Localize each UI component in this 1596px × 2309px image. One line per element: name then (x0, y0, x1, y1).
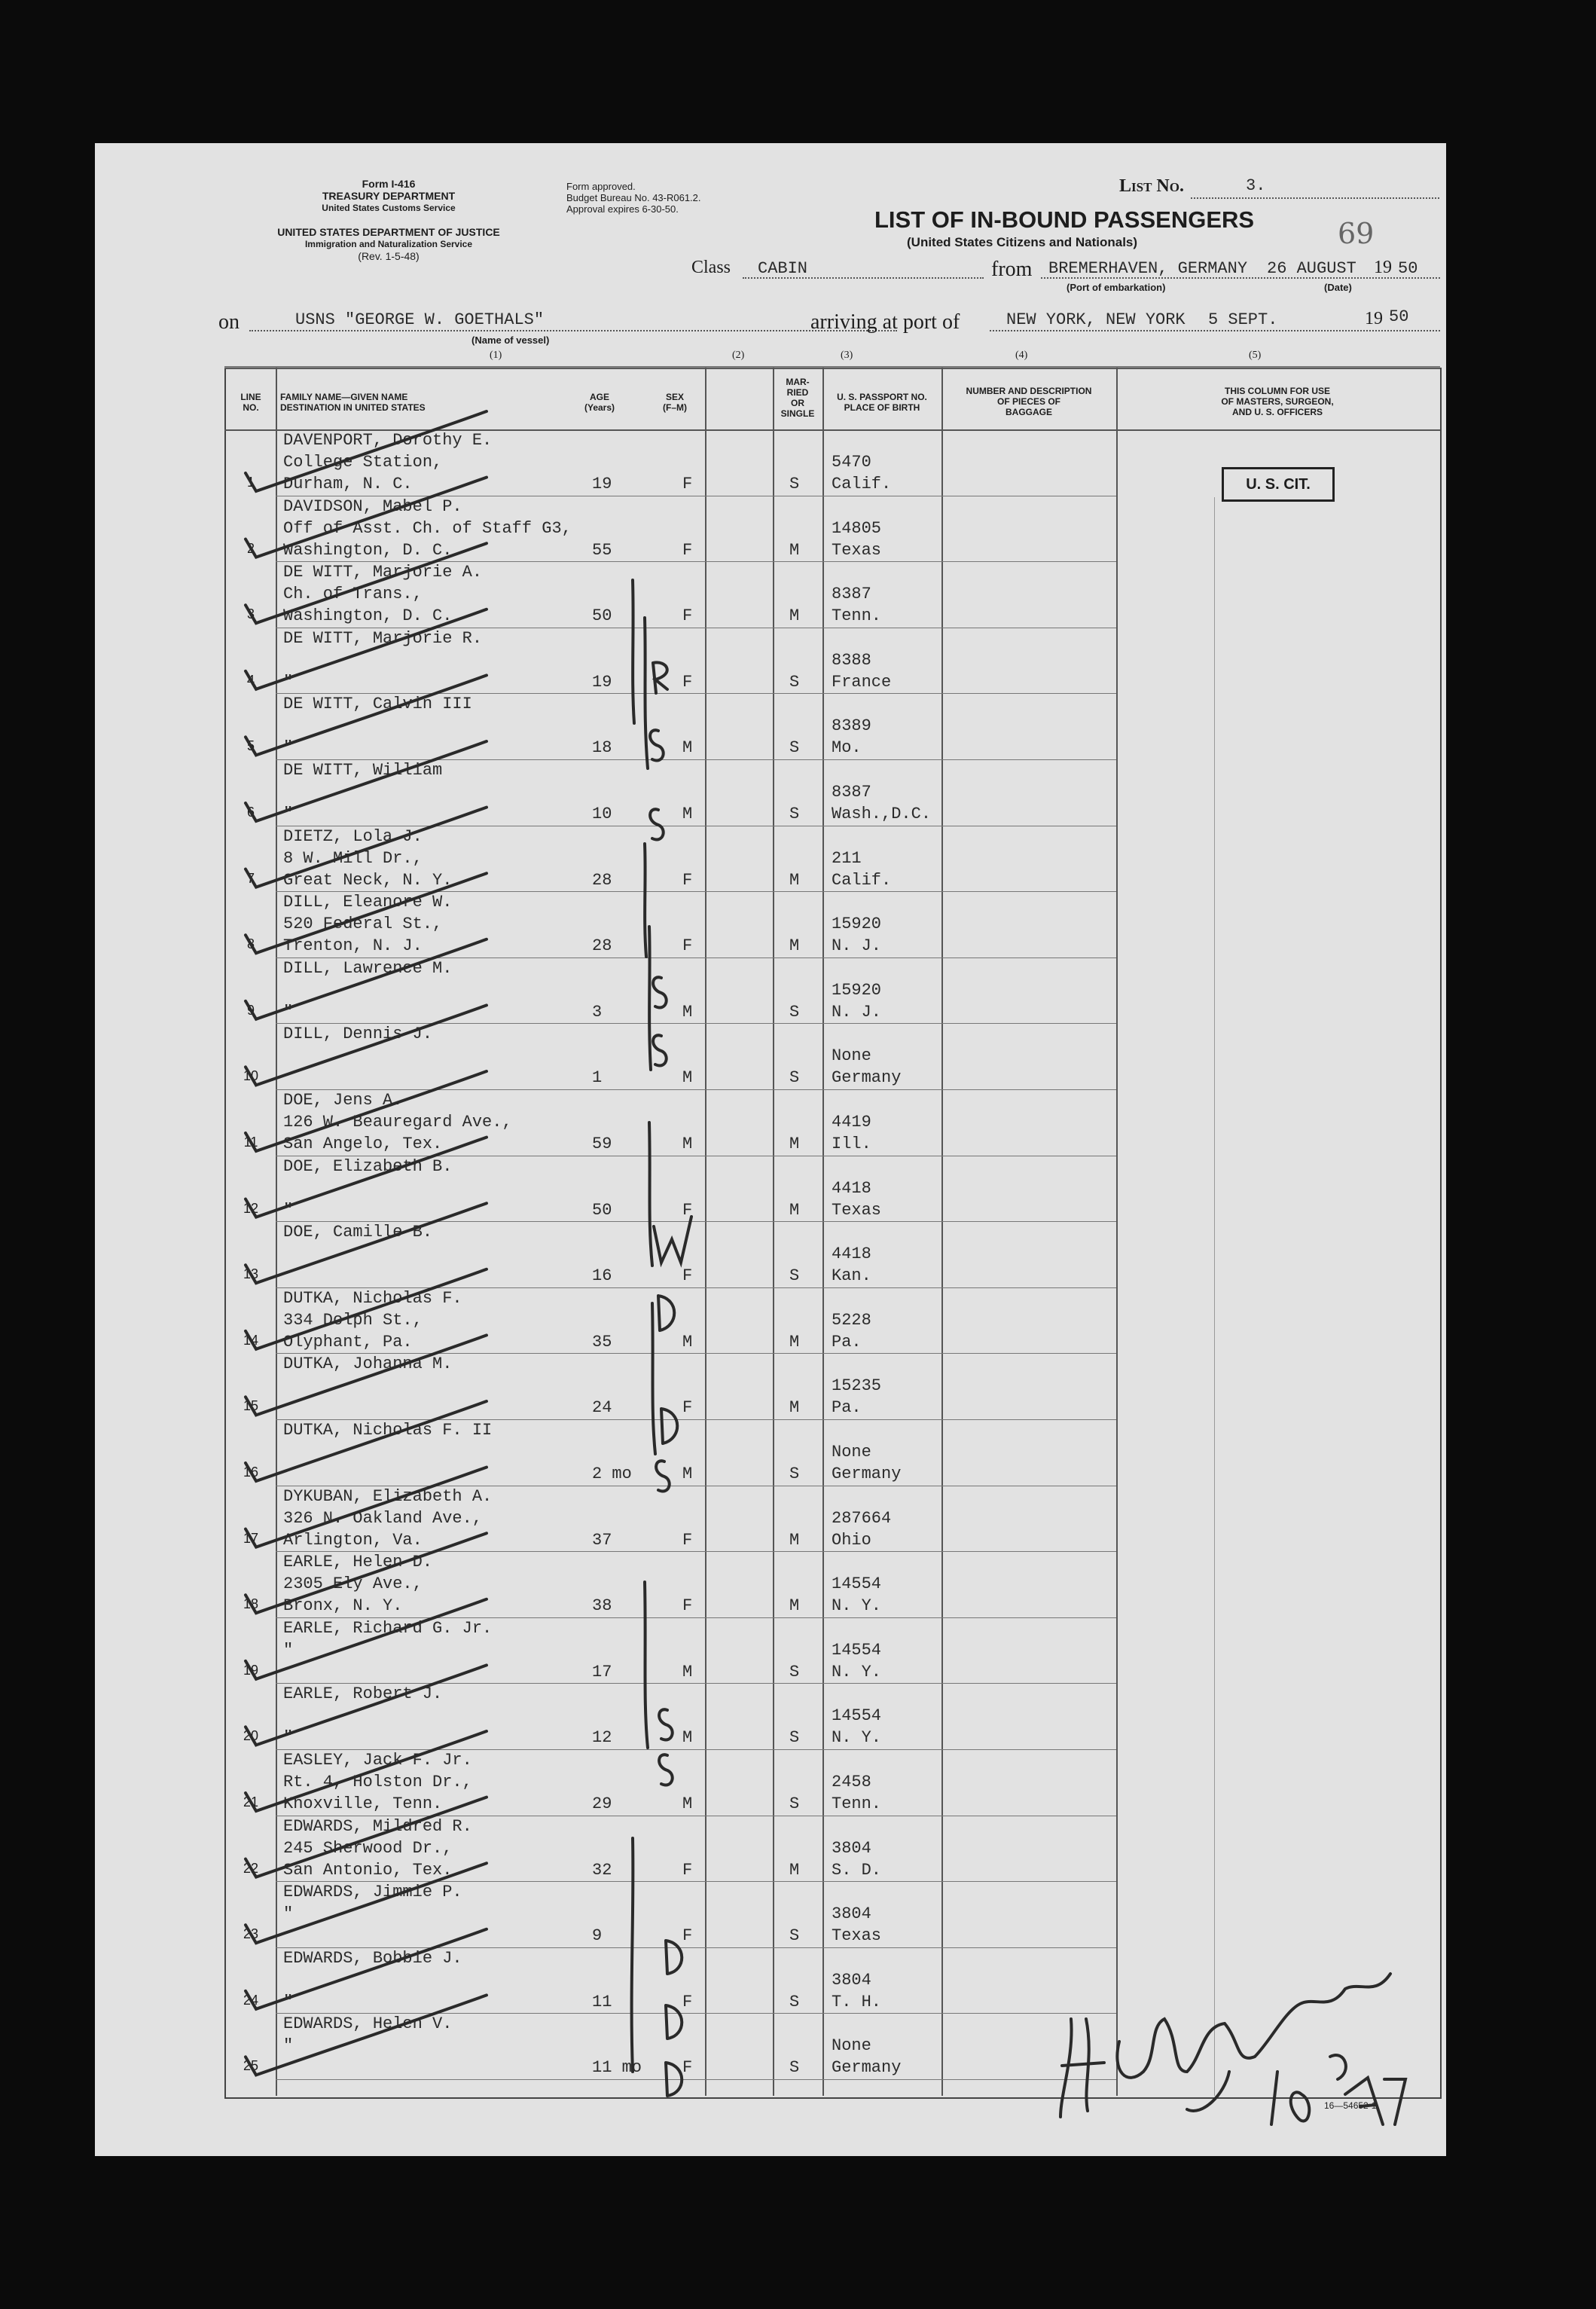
place-of-birth: T. H. (832, 1992, 882, 2011)
vessel-caption: (Name of vessel) (471, 334, 550, 346)
sex: F (682, 1200, 693, 1220)
on-label: on (218, 310, 240, 334)
line-number: 23 (243, 1926, 259, 1942)
marital-status: S (789, 1266, 800, 1286)
place-of-birth: Tenn. (832, 1794, 882, 1813)
age: 29 (592, 1794, 612, 1813)
passport-number: 4418 (832, 1178, 871, 1198)
name: EDWARDS, Jimmie P. (283, 1883, 462, 1902)
table-row (95, 1287, 1446, 1354)
passport-number: 14554 (832, 1640, 882, 1660)
passport-number: 8387 (832, 783, 871, 802)
place-of-birth: N. Y. (832, 1728, 882, 1748)
place-of-birth: Texas (832, 1200, 882, 1220)
sex: F (682, 540, 693, 560)
table-row (95, 1089, 1446, 1156)
sex: M (682, 1728, 693, 1748)
address-line: 2305 Ely Ave., (283, 1574, 423, 1594)
marital-status: S (789, 1926, 800, 1946)
col-header-married: MAR- RIED OR SINGLE (780, 377, 815, 419)
table-row (95, 1156, 1446, 1222)
page-number: 69 (1338, 217, 1375, 250)
approval-1: Form approved. (566, 181, 636, 192)
passport-number: 15920 (832, 915, 882, 934)
sex: F (682, 2058, 693, 2078)
age: 19 (592, 475, 612, 493)
name: DAVIDSON, Mabel P. (283, 496, 462, 516)
sex: F (682, 606, 693, 626)
name: EARLE, Helen D. (283, 1553, 433, 1572)
table-row (95, 1023, 1446, 1089)
place-of-birth: Germany (832, 1465, 902, 1483)
line-number: 6 (246, 805, 255, 820)
passport-number: 2458 (832, 1773, 871, 1791)
place-of-birth: Tenn. (832, 606, 882, 626)
age: 16 (592, 1266, 612, 1286)
class-label: Class (691, 258, 731, 277)
marital-status: M (789, 1596, 800, 1616)
passport-number: 4419 (832, 1113, 871, 1132)
date-caption: (Date) (1324, 282, 1352, 293)
address-line: 520 Federal St., (283, 915, 443, 934)
table-row (95, 1221, 1446, 1287)
approval-3: Approval expires 6-30-50. (566, 203, 679, 215)
address-line: Off of Asst. Ch. of Staff G3, (283, 518, 572, 538)
table-row (95, 891, 1446, 958)
line-number: 24 (243, 1992, 259, 2008)
place-of-birth: Germany (832, 2058, 902, 2078)
address-city: Arlington, Va. (283, 1530, 423, 1550)
address-city: " (283, 805, 294, 823)
name: DE WITT, Calvin III (283, 695, 472, 714)
table-row (95, 958, 1446, 1024)
place-of-birth: Wash.,D.C. (832, 805, 932, 823)
line-number: 21 (243, 1794, 259, 1810)
name: DUTKA, Nicholas F. II (283, 1421, 493, 1440)
sex: F (682, 936, 693, 956)
place-of-birth: Texas (832, 540, 882, 560)
name: DIETZ, Lola J. (283, 826, 423, 846)
place-of-birth: Pa. (832, 1398, 862, 1418)
name: DILL, Eleanore W. (283, 893, 453, 912)
age: 10 (592, 805, 612, 823)
treasury-dept: TREASURY DEPARTMENT (322, 190, 456, 202)
address-city: Trenton, N. J. (283, 936, 423, 956)
marital-status: M (789, 936, 800, 956)
line-number: 10 (243, 1068, 259, 1084)
line-number: 7 (246, 870, 255, 886)
col-header-sex: SEX (F–M) (663, 392, 687, 413)
age: 38 (592, 1596, 612, 1616)
passport-number: 211 (832, 848, 862, 868)
arrival-year-prefix: 19 (1365, 309, 1383, 328)
place-of-birth: Calif. (832, 870, 892, 890)
address-line: 8 W. Mill Dr., (283, 848, 423, 868)
age: 50 (592, 1200, 612, 1220)
passport-number: None (832, 1046, 871, 1066)
age: 9 (592, 1926, 603, 1946)
name: EARLE, Robert J. (283, 1684, 443, 1704)
arrival-year: 50 (1389, 307, 1409, 326)
place-of-birth: Kan. (832, 1266, 871, 1286)
passport-number: None (832, 1443, 871, 1461)
col-header-baggage: NUMBER AND DESCRIPTION OF PIECES OF BAGGAGE (966, 386, 1092, 417)
page-title: LIST OF IN-BOUND PASSENGERS (874, 206, 1255, 233)
form-code: 16—54652-1 (1324, 2100, 1377, 2111)
line-number: 11 (243, 1135, 258, 1150)
line-number: 4 (246, 672, 255, 688)
passport-number: 287664 (832, 1508, 892, 1528)
address-line: " (283, 1640, 294, 1660)
address-city: Olyphant, Pa. (283, 1332, 413, 1351)
sex: M (682, 738, 693, 758)
sex: M (682, 1068, 693, 1088)
revision: (Rev. 1-5-48) (358, 250, 420, 262)
table-row (95, 1947, 1446, 2014)
arrival-date: 5 SEPT. (1208, 310, 1278, 329)
marital-status: S (789, 1728, 800, 1748)
marital-status: S (789, 672, 800, 692)
sex: M (682, 1794, 693, 1813)
address-line: " (283, 2036, 294, 2056)
address-line: 326 N. Oakland Ave., (283, 1508, 483, 1528)
embark-year: 50 (1398, 259, 1418, 278)
address-line: College Station, (283, 453, 443, 472)
age: 32 (592, 1860, 612, 1880)
address-city: " (283, 1200, 294, 1220)
col-number-3: (3) (841, 350, 853, 361)
arriving-label: arriving at port of (810, 310, 960, 334)
age: 28 (592, 936, 612, 956)
name: DE WITT, Marjorie A. (283, 563, 483, 582)
age: 55 (592, 540, 612, 560)
line-number: 17 (243, 1530, 259, 1546)
passport-number: 14805 (832, 518, 882, 538)
marital-status: S (789, 805, 800, 823)
marital-status: S (789, 1465, 800, 1483)
passport-number: 3804 (832, 1904, 871, 1924)
passport-number: 8389 (832, 716, 871, 736)
age: 59 (592, 1135, 612, 1153)
passport-number: 15920 (832, 980, 882, 1000)
passport-number: 8387 (832, 585, 871, 604)
address-city: San Antonio, Tex. (283, 1860, 453, 1880)
age: 3 (592, 1002, 603, 1022)
table-row (95, 1816, 1446, 1882)
address-line: Rt. 4, Holston Dr., (283, 1773, 472, 1791)
line-number: 18 (243, 1596, 259, 1612)
form-number: Form I-416 (362, 178, 416, 190)
age: 17 (592, 1662, 612, 1681)
address-city: Knoxville, Tenn. (283, 1794, 443, 1813)
justice-dept: UNITED STATES DEPARTMENT OF JUSTICE (277, 226, 500, 238)
table-row (95, 561, 1446, 628)
ins-service: Immigration and Naturalization Service (304, 239, 473, 249)
bleed-through-text (1089, 1559, 1421, 1800)
sex: M (682, 1465, 693, 1483)
name: EDWARDS, Mildred R. (283, 1816, 472, 1836)
address-city: " (283, 1992, 294, 2011)
col-header-line-no: LINE NO. (240, 392, 261, 413)
us-citizen-stamp: U. S. CIT. (1222, 467, 1335, 502)
address-city: Durham, N. C. (283, 475, 413, 493)
marital-status: M (789, 870, 800, 890)
table-row (95, 693, 1446, 759)
customs-service: United States Customs Service (322, 203, 456, 213)
place-of-birth: Pa. (832, 1332, 862, 1351)
sex: F (682, 1398, 693, 1418)
line-number: 12 (243, 1200, 259, 1216)
col-header-age: AGE (Years) (584, 392, 615, 413)
age: 2 mo (592, 1465, 632, 1483)
place-of-birth: Ill. (832, 1135, 871, 1153)
passport-number: 5470 (832, 453, 871, 472)
marital-status: M (789, 606, 800, 626)
sex: F (682, 1530, 693, 1550)
name: DE WITT, William (283, 761, 443, 780)
name: DOE, Jens A. (283, 1091, 403, 1110)
line-number: 3 (246, 606, 255, 622)
sex: M (682, 1332, 693, 1351)
marital-status: M (789, 1200, 800, 1220)
page-subtitle: (United States Citizens and Nationals) (907, 235, 1138, 249)
place-of-birth: N. J. (832, 1002, 882, 1022)
manifest-page (95, 143, 1446, 2156)
name: DUTKA, Nicholas F. (283, 1288, 462, 1308)
name: DOE, Elizabeth B. (283, 1156, 453, 1176)
place-of-birth: France (832, 672, 892, 692)
place-of-birth: N. Y. (832, 1596, 882, 1616)
address-city: Washington, D. C. (283, 606, 453, 626)
age: 35 (592, 1332, 612, 1351)
address-city: " (283, 1002, 294, 1022)
col-header-officers: THIS COLUMN FOR USE OF MASTERS, SURGEON, AND U. S. OFFICERS (1221, 386, 1334, 417)
line-number: 22 (243, 1860, 259, 1876)
marital-status: M (789, 1398, 800, 1418)
line-number: 9 (246, 1002, 255, 1018)
place-of-birth: Ohio (832, 1530, 871, 1550)
line-number: 15 (243, 1398, 259, 1414)
place-of-birth: Calif. (832, 475, 892, 493)
age: 12 (592, 1728, 612, 1748)
address-line: 334 Dolph St., (283, 1310, 423, 1330)
sex: M (682, 1002, 693, 1022)
passport-number: 3804 (832, 1838, 871, 1858)
marital-status: M (789, 1530, 800, 1550)
arrival-port: NEW YORK, NEW YORK (1006, 310, 1186, 329)
from-label: from (991, 258, 1033, 281)
table-row (95, 1353, 1446, 1419)
name: DAVENPORT, Dorothy E. (283, 431, 493, 450)
embarkation-date: 26 AUGUST (1267, 259, 1356, 278)
table-row (95, 826, 1446, 892)
passport-number: 14554 (832, 1574, 882, 1594)
class-value: CABIN (758, 259, 808, 278)
line-number: 2 (246, 540, 255, 556)
list-no: 3. (1246, 176, 1266, 195)
table-row (95, 1881, 1446, 1947)
sex: F (682, 1926, 693, 1946)
name: EDWARDS, Bobbie J. (283, 1948, 462, 1968)
name: EDWARDS, Helen V. (283, 2014, 453, 2034)
table-row (95, 1486, 1446, 1552)
place-of-birth: Mo. (832, 738, 862, 758)
age: 11 mo (592, 2058, 642, 2078)
line-number: 8 (246, 936, 255, 952)
age: 24 (592, 1398, 612, 1418)
marital-status: M (789, 540, 800, 560)
marital-status: M (789, 1332, 800, 1351)
place-of-birth: N. J. (832, 936, 882, 956)
address-city: " (283, 1728, 294, 1748)
table-row (95, 429, 1446, 496)
passport-number: 3804 (832, 1970, 871, 1990)
age: 18 (592, 738, 612, 758)
place-of-birth: N. Y. (832, 1662, 882, 1681)
table-row (95, 759, 1446, 826)
age: 50 (592, 606, 612, 626)
marital-status: S (789, 1002, 800, 1022)
col-number-4: (4) (1015, 350, 1028, 361)
col-number-1: (1) (490, 350, 502, 361)
address-city: San Angelo, Tex. (283, 1135, 443, 1153)
col-number-2: (2) (732, 350, 745, 361)
name: DUTKA, Johanna M. (283, 1355, 453, 1374)
sex: F (682, 1992, 693, 2011)
passport-number: None (832, 2036, 871, 2056)
line-number: 5 (246, 738, 255, 754)
address-city: Washington, D. C. (283, 540, 453, 560)
table-row (95, 1419, 1446, 1486)
address-city: " (283, 672, 294, 692)
marital-status: S (789, 1662, 800, 1681)
passport-number: 5228 (832, 1310, 871, 1330)
name: EARLE, Richard G. Jr. (283, 1618, 493, 1638)
address-line: Ch. of Trans., (283, 585, 423, 604)
address-line: " (283, 1904, 294, 1924)
sex: F (682, 475, 693, 493)
place-of-birth: Germany (832, 1068, 902, 1088)
address-city: " (283, 738, 294, 758)
embarkation-caption: (Port of embarkation) (1067, 282, 1166, 293)
age: 37 (592, 1530, 612, 1550)
passport-number: 15235 (832, 1376, 882, 1396)
line-number: 1 (246, 475, 255, 490)
marital-status: S (789, 2058, 800, 2078)
line-number: 16 (243, 1465, 259, 1480)
passport-number: 8388 (832, 650, 871, 670)
address-line: 126 W. Beauregard Ave., (283, 1113, 512, 1132)
marital-status: S (789, 1992, 800, 2011)
age: 1 (592, 1068, 603, 1088)
line-number: 25 (243, 2058, 259, 2074)
embark-year-prefix: 19 (1374, 258, 1392, 277)
sex: M (682, 805, 693, 823)
sex: F (682, 1860, 693, 1880)
sex: M (682, 1662, 693, 1681)
name: DOE, Camille B. (283, 1223, 433, 1242)
table-row (95, 628, 1446, 694)
marital-status: S (789, 1794, 800, 1813)
place-of-birth: S. D. (832, 1860, 882, 1880)
address-line: 245 Sherwood Dr., (283, 1838, 453, 1858)
name: DE WITT, Marjorie R. (283, 628, 483, 648)
marital-status: S (789, 475, 800, 493)
passport-number: 4418 (832, 1245, 871, 1264)
list-no-label: List No. (1119, 176, 1184, 196)
age: 28 (592, 870, 612, 890)
marital-status: M (789, 1860, 800, 1880)
table-row (95, 496, 1446, 562)
line-number: 13 (243, 1266, 259, 1282)
place-of-birth: Texas (832, 1926, 882, 1946)
col-header-passport: U. S. PASSPORT NO. PLACE OF BIRTH (837, 392, 927, 413)
line-number: 14 (243, 1332, 259, 1348)
age: 11 (592, 1992, 612, 2011)
name: DYKUBAN, Elizabeth A. (283, 1486, 493, 1506)
sex: F (682, 672, 693, 692)
col-number-5: (5) (1249, 350, 1262, 361)
port-of-embarkation: BREMERHAVEN, GERMANY (1048, 259, 1248, 278)
name: DILL, Lawrence M. (283, 958, 453, 978)
sex: F (682, 870, 693, 890)
line-number: 19 (243, 1662, 259, 1678)
vessel-name: USNS "GEORGE W. GOETHALS" (295, 310, 545, 329)
line-number: 20 (243, 1728, 259, 1744)
approval-2: Budget Bureau No. 43-R061.2. (566, 192, 701, 203)
marital-status: M (789, 1135, 800, 1153)
marital-status: S (789, 1068, 800, 1088)
sex: F (682, 1266, 693, 1286)
name: DILL, Dennis J. (283, 1025, 433, 1044)
passport-number: 14554 (832, 1706, 882, 1726)
name: EASLEY, Jack F. Jr. (283, 1751, 472, 1770)
age: 19 (592, 672, 612, 692)
table-row (95, 2013, 1446, 2079)
sex: F (682, 1596, 693, 1616)
address-city: Bronx, N. Y. (283, 1596, 403, 1616)
col-header-name: FAMILY NAME—GIVEN NAME DESTINATION IN UNITED STATES (280, 392, 426, 413)
address-city: Great Neck, N. Y. (283, 870, 453, 890)
sex: M (682, 1135, 693, 1153)
marital-status: S (789, 738, 800, 758)
